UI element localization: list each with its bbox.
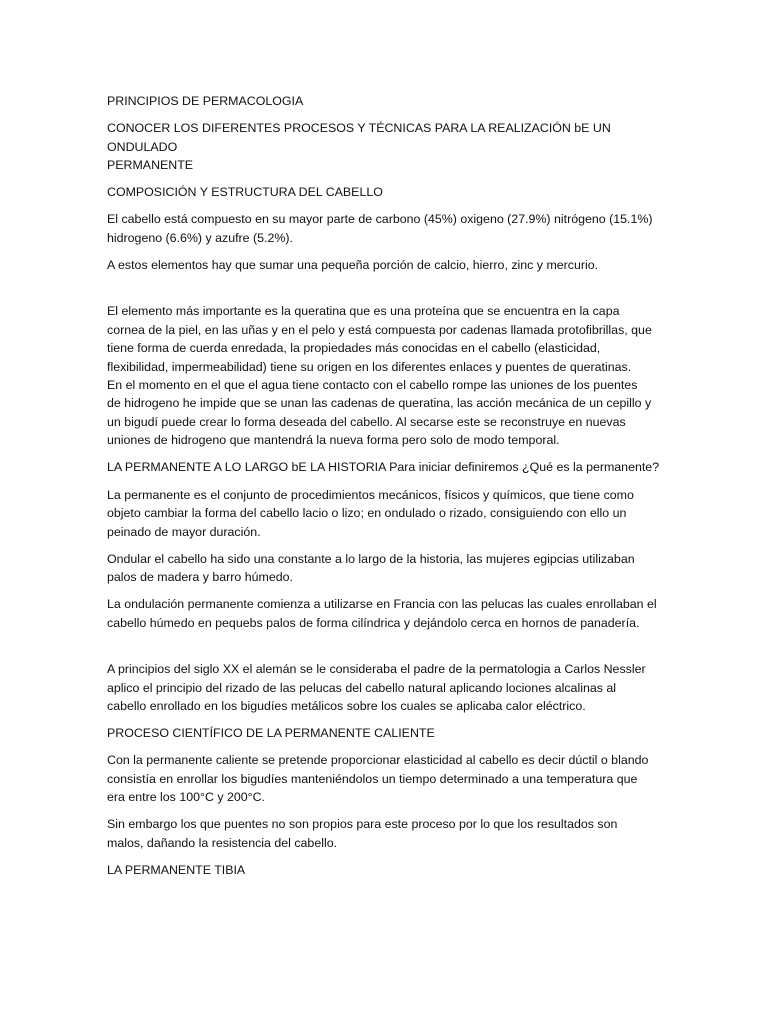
body-paragraph: La permanente es el conjunto de procedimientos mecánicos, físicos y químicos, que tiene como objeto cambiar la forma del cabello lacio o lizo; en ondulado o rizado, consiguiendo con ello un peinado de mayor duración. (107, 487, 634, 539)
section-heading: COMPOSICIÓN Y ESTRUCTURA DEL CABELLO (107, 185, 383, 200)
document-title: PRINCIPIOS DE PERMACOLOGIA (107, 94, 304, 108)
body-paragraph: El cabello está compuesto en su mayor parte de carbono (45%) oxigeno (27.9%) nitrógeno (15.1%) hidrogeno (6.6%) y azufre (5.2%). (107, 212, 653, 245)
body-paragraph: La ondulación permanente comienza a utilizarse en Francia con las pelucas las cuales enrollaban el cabello húmedo en pequebs palos de forma cilíndrica y dejándolo cerca en hornos de panadería. (107, 597, 657, 630)
section-heading: LA PERMANENTE A LO LARGO bE LA HISTORIA Para iniciar definiremos ¿Qué es la permanente? (107, 460, 660, 475)
document-page (107, 92, 667, 888)
body-paragraph: A estos elementos hay que sumar una pequeña porción de calcio, hierro, zinc y mercurio. (107, 258, 599, 273)
body-paragraph: El elemento más importante es la queratina que es una proteína que se encuentra en la capa cornea de la piel, en las uñas y en el pelo y está compuesta por cadenas llamada protofibrillas, que tiene forma de cuerda enredada, la propiedades más conocidas en el cabello (elasticidad, flexibilidad, impermeabilidad) tiene su origen en los diferentes enlaces y puentes de queratinas. En el momento en el que el agua tiene contacto con el cabello rompe las uniones de los puentes de hidrogeno he impide que se unan las cadenas de queratina, las acción mecánica de un cepillo y un bigudí puede crear lo forma deseada del cabello. Al secarse este se reconstruye en nuevas uniones de hidrogeno que mantendrá la nueva forma pero solo de modo temporal. (107, 304, 652, 448)
section-heading: LA PERMANENTE TIBIA (107, 862, 246, 877)
section-heading: PROCESO CIENTÍFICO DE LA PERMANENTE CALIENTE (107, 726, 435, 741)
body-paragraph: Con la permanente caliente se pretende proporcionar elasticidad al cabello es decir dúctil o blando consistía en enrollar los bigudíes manteniéndolos un tiempo determinado a una temperatura que era entre los 100°C y 200°C. (107, 753, 649, 805)
body-paragraph: Ondular el cabello ha sido una constante a lo largo de la historia, las mujeres egipcias utilizaban palos de madera y barro húmedo. (107, 551, 635, 585)
body-paragraph: A principios del siglo XX el alemán se le consideraba el padre de la permatologia a Carlos Nessler aplico el principio del rizado de las pelucas del cabello natural aplicando lociones alcalinas al cabello enrollado en los bigudíes metálicos sobre los cuales se aplicaba calor eléctrico. (107, 662, 646, 713)
section-heading: CONOCER LOS DIFERENTES PROCESOS Y TÉCNICAS PARA LA REALIZACIÓN bE UN ONDULADO PERMANENTE (107, 121, 611, 173)
body-paragraph: Sin embargo los que puentes no son propios para este proceso por lo que los resultados son malos, dañando la resistencia del cabello. (107, 817, 618, 850)
